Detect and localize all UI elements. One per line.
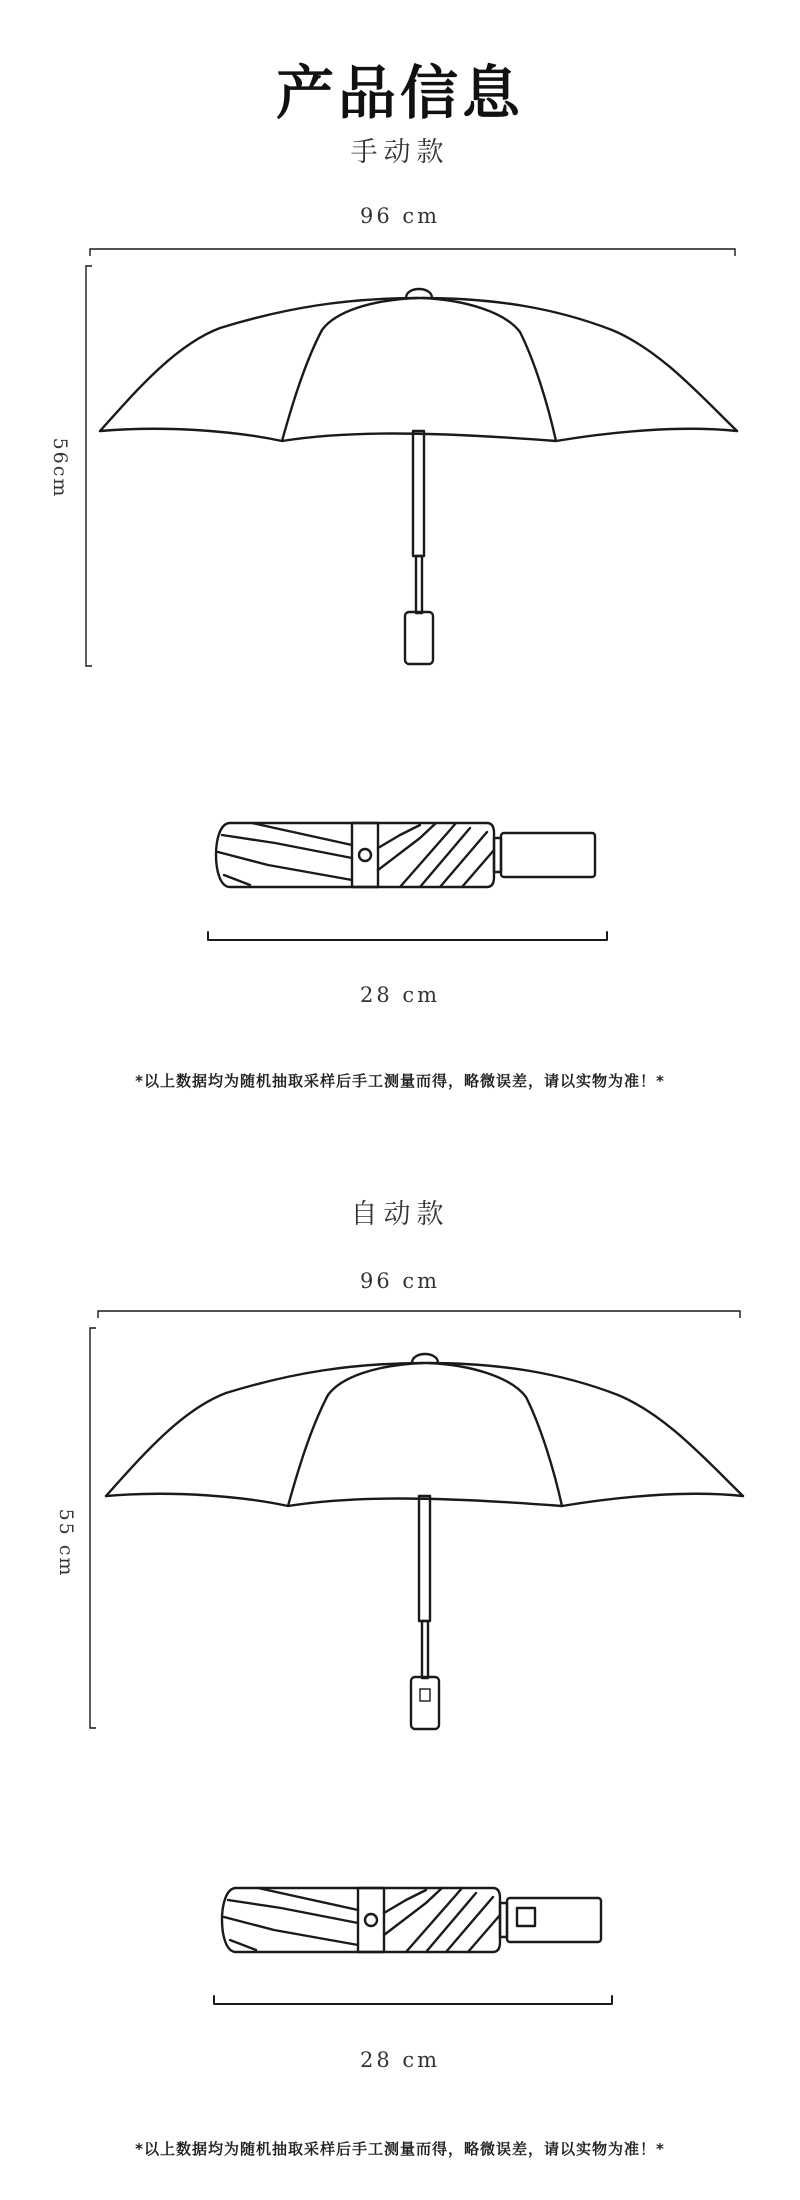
canopy-outline (106, 1363, 743, 1496)
canopy-rib-left (282, 298, 417, 441)
variant-title-manual: 手动款 (350, 137, 450, 168)
folded-umbrella-manual (216, 823, 595, 887)
canopy-rib-right (423, 298, 556, 441)
strap-snap (365, 1914, 377, 1926)
open-width-label-manual: 96 cm (359, 204, 441, 228)
folded-body (222, 1888, 500, 1952)
disclaimer-note-auto: *以上数据均为随机抽取采样后手工测量而得，略微误差，请以实物为准！* (135, 2140, 665, 2158)
width-dimension-line-auto (98, 1311, 740, 1318)
folded-umbrella-auto (222, 1888, 601, 1952)
canopy-rib-left (288, 1363, 423, 1506)
folded-auto-button (517, 1908, 535, 1926)
umbrella-handle (405, 612, 433, 664)
strap-snap (359, 849, 371, 861)
umbrella-shaft (419, 1496, 430, 1621)
open-umbrella-manual (100, 289, 737, 664)
umbrella-handle (411, 1677, 439, 1729)
folded-handle (507, 1898, 601, 1942)
auto-button (420, 1689, 430, 1701)
canopy-tip (406, 289, 432, 298)
folded-strap (358, 1888, 384, 1952)
disclaimer-note-manual: *以上数据均为随机抽取采样后手工测量而得，略微误差，请以实物为准！* (135, 1072, 665, 1090)
dimension-lines-manual (86, 249, 735, 940)
open-umbrella-auto (106, 1354, 743, 1729)
open-height-label-auto: 55 cm (55, 1508, 77, 1578)
canopy-tip (412, 1354, 438, 1363)
folded-strap (352, 823, 378, 887)
folded-body (216, 823, 494, 887)
page-title: 产品信息 (275, 59, 524, 127)
umbrella-shaft-lower (416, 556, 422, 613)
folded-length-label-auto: 28 cm (359, 2048, 441, 2072)
folded-dimension-line-manual (208, 932, 607, 940)
folded-handle (501, 833, 595, 877)
folded-length-label-manual: 28 cm (359, 983, 441, 1007)
open-width-label-auto: 96 cm (359, 1269, 441, 1293)
umbrella-shaft (413, 431, 424, 556)
canopy-outline (100, 298, 737, 431)
open-height-label-manual: 56cm (49, 437, 71, 499)
variant-title-auto: 自动款 (350, 1199, 450, 1230)
height-dimension-line-manual (86, 266, 92, 666)
width-dimension-line-manual (90, 249, 735, 256)
canopy-rib-right (429, 1363, 562, 1506)
umbrella-shaft-lower (422, 1621, 428, 1678)
folded-dimension-line-auto (214, 1996, 612, 2004)
height-dimension-line-auto (90, 1328, 96, 1728)
